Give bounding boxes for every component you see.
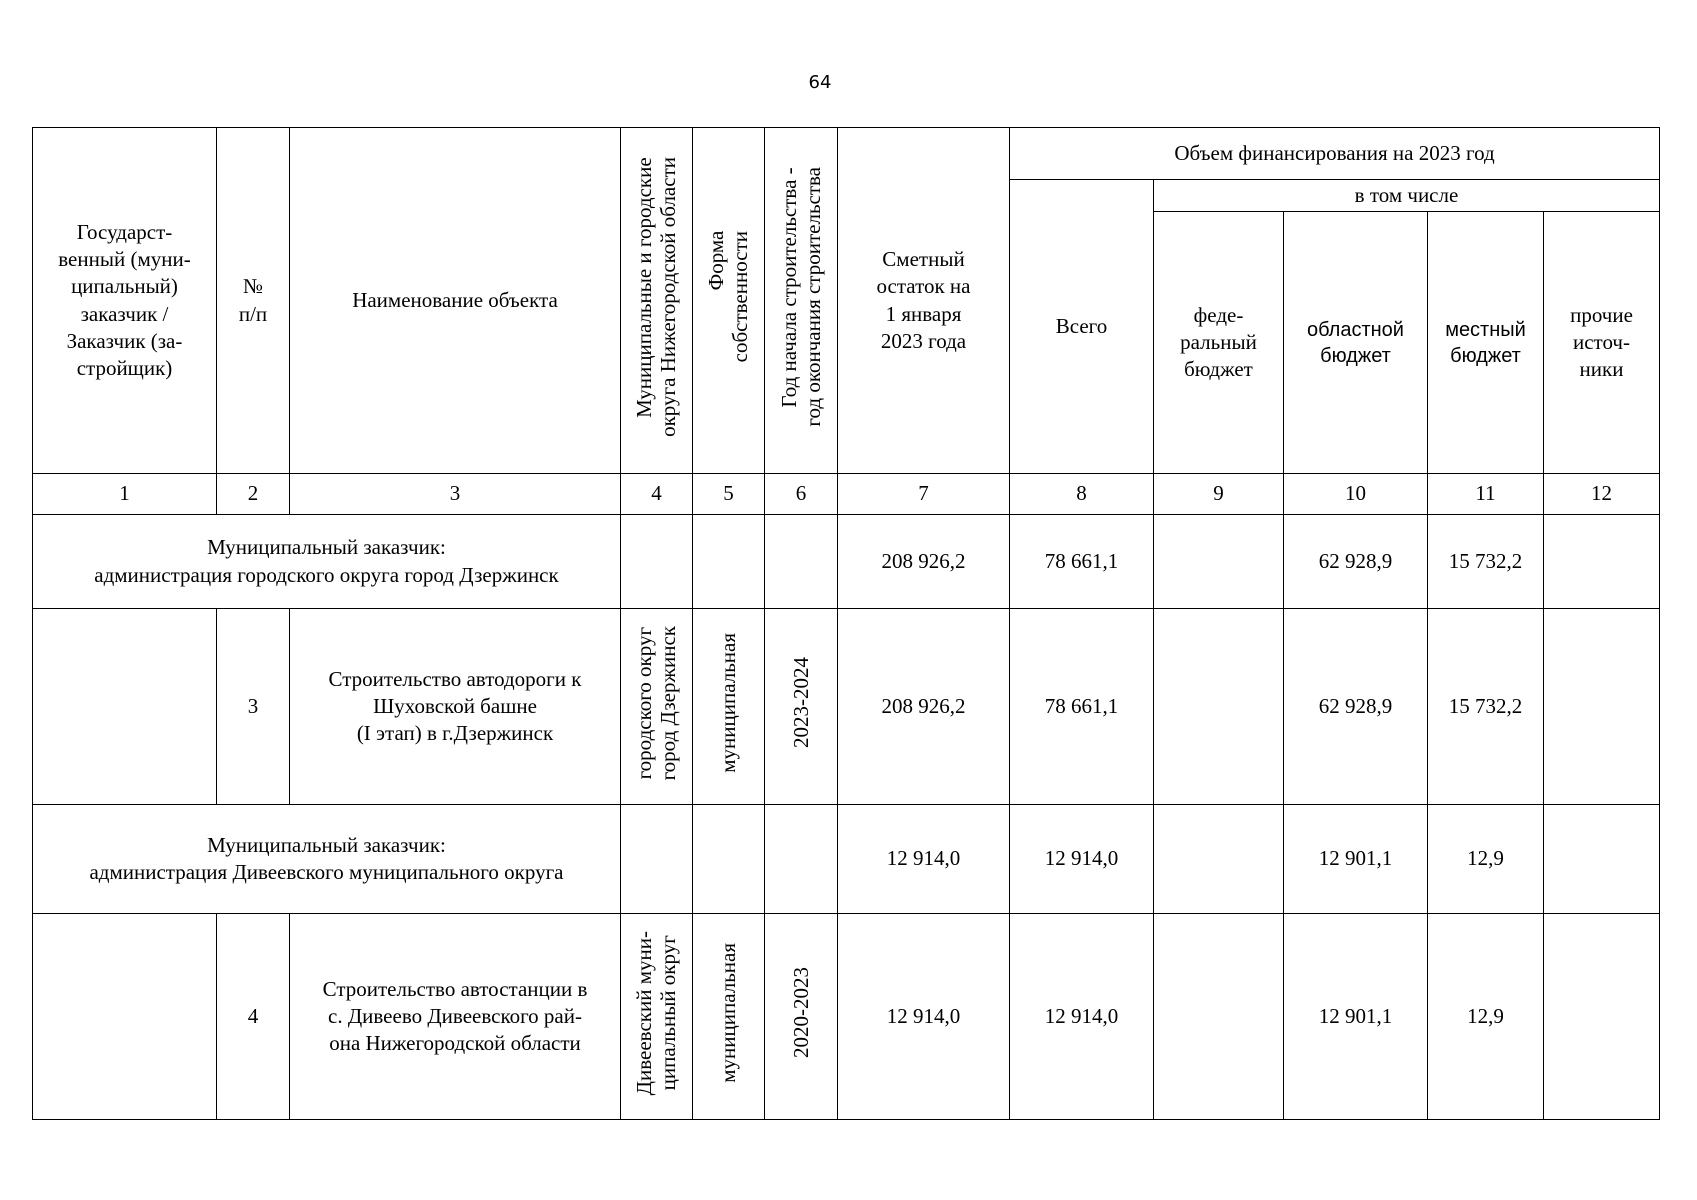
total-cell: 78 661,1 xyxy=(1010,515,1154,609)
header-including: в том числе xyxy=(1154,180,1660,212)
ownership-cell xyxy=(693,515,765,609)
column-numbers-row xyxy=(33,474,1660,515)
page-number: 64 xyxy=(808,72,832,93)
customer-name: Муниципальный заказчик: администрация Дивеевского муниципального округа xyxy=(33,805,621,914)
estimate-balance-cell: 208 926,2 xyxy=(838,515,1010,609)
header-years: Год начала строительства - год окончания строительства xyxy=(765,128,838,474)
object-number: 3 xyxy=(217,609,290,805)
column-number: 3 xyxy=(290,474,621,515)
header-local: местный бюджет xyxy=(1428,212,1544,474)
years-cell: 2023-2024 xyxy=(765,609,838,805)
federal-cell xyxy=(1154,914,1284,1120)
column-number: 1 xyxy=(33,474,217,515)
estimate-balance-cell: 12 914,0 xyxy=(838,914,1010,1120)
header-estimate-balance: Сметный остаток на 1 января 2023 года xyxy=(838,128,1010,474)
table-row-object xyxy=(33,914,1660,1120)
regional-cell: 62 928,9 xyxy=(1284,515,1428,609)
financing-table xyxy=(32,127,1660,1120)
column-number: 7 xyxy=(838,474,1010,515)
local-cell: 15 732,2 xyxy=(1428,515,1544,609)
other-cell xyxy=(1544,609,1660,805)
column-number: 6 xyxy=(765,474,838,515)
header-number: № п/п xyxy=(217,128,290,474)
object-name: Строительство автостанции в с. Дивеево Дивеевского рай- она Нижегородской области xyxy=(290,914,621,1120)
other-cell xyxy=(1544,914,1660,1120)
column-number: 5 xyxy=(693,474,765,515)
header-object-name: Наименование объекта xyxy=(290,128,621,474)
regional-cell: 12 901,1 xyxy=(1284,805,1428,914)
other-cell xyxy=(1544,515,1660,609)
other-cell xyxy=(1544,805,1660,914)
district-cell: Дивеевский муни- ципальный округ xyxy=(621,914,693,1120)
years-cell: 2020-2023 xyxy=(765,914,838,1120)
total-cell: 78 661,1 xyxy=(1010,609,1154,805)
header-district: Муниципальные и городские округа Нижегородской области xyxy=(621,128,693,474)
column-number: 9 xyxy=(1154,474,1284,515)
regional-cell: 62 928,9 xyxy=(1284,609,1428,805)
object-number: 4 xyxy=(217,914,290,1120)
federal-cell xyxy=(1154,609,1284,805)
federal-cell xyxy=(1154,515,1284,609)
local-cell: 12,9 xyxy=(1428,914,1544,1120)
total-cell: 12 914,0 xyxy=(1010,805,1154,914)
regional-cell: 12 901,1 xyxy=(1284,914,1428,1120)
district-cell xyxy=(621,805,693,914)
years-cell xyxy=(765,515,838,609)
estimate-balance-cell: 208 926,2 xyxy=(838,609,1010,805)
ownership-cell: муниципальная xyxy=(693,609,765,805)
customer-name: Муниципальный заказчик: администрация городского округа город Дзержинск xyxy=(33,515,621,609)
local-cell: 15 732,2 xyxy=(1428,609,1544,805)
ownership-cell xyxy=(693,805,765,914)
header-customer: Государст- венный (муни- ципальный) заказчик / Заказчик (за- стройщик) xyxy=(33,128,217,474)
table-row-object xyxy=(33,609,1660,805)
customer-cell xyxy=(33,914,217,1120)
column-number: 12 xyxy=(1544,474,1660,515)
object-name: Строительство автодороги к Шуховской башне (I этап) в г.Дзержинск xyxy=(290,609,621,805)
column-number: 11 xyxy=(1428,474,1544,515)
header-federal: феде- ральный бюджет xyxy=(1154,212,1284,474)
header-ownership: Форма собственности xyxy=(693,128,765,474)
district-cell xyxy=(621,515,693,609)
column-number: 2 xyxy=(217,474,290,515)
header-financing-2023: Объем финансирования на 2023 год xyxy=(1010,128,1660,180)
column-number: 10 xyxy=(1284,474,1428,515)
table-row-customer xyxy=(33,515,1660,609)
federal-cell xyxy=(1154,805,1284,914)
column-number: 8 xyxy=(1010,474,1154,515)
header-other: прочие источ- ники xyxy=(1544,212,1660,474)
estimate-balance-cell: 12 914,0 xyxy=(838,805,1010,914)
column-number: 4 xyxy=(621,474,693,515)
local-cell: 12,9 xyxy=(1428,805,1544,914)
years-cell xyxy=(765,805,838,914)
total-cell: 12 914,0 xyxy=(1010,914,1154,1120)
ownership-cell: муниципальная xyxy=(693,914,765,1120)
header-total: Всего xyxy=(1010,180,1154,474)
header-regional: областной бюджет xyxy=(1284,212,1428,474)
customer-cell xyxy=(33,609,217,805)
district-cell: городского округ город Дзержинск xyxy=(621,609,693,805)
table-row-customer xyxy=(33,805,1660,914)
